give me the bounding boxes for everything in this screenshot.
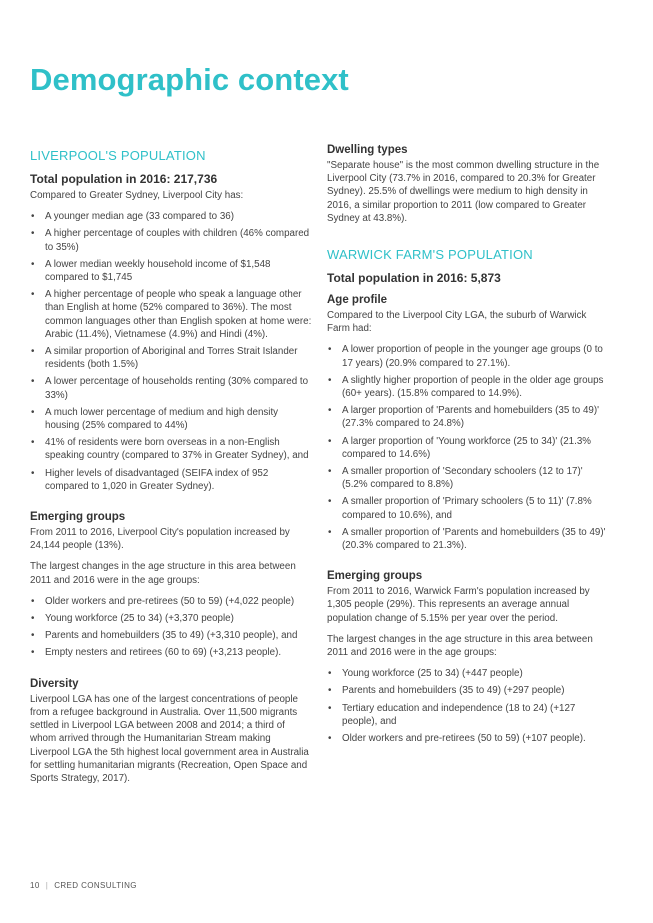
warwick-section-heading: WARWICK FARM'S POPULATION [327,247,533,263]
list-item: • A lower proportion of people in the younger age groups (0 to 17 years) (20.9% compared to 27.1%). [327,343,609,369]
list-item: • Tertiary education and independence (18 to 24) (+127 people), and [327,702,609,728]
diversity-heading: Diversity [30,677,79,690]
warwick-emerging-list [327,667,609,745]
warwick-total-population: Total population in 2016: 5,873 [327,271,501,286]
list-item: • A larger proportion of 'Parents and homebuilders (35 to 49)' (27.3% compared to 24.8%) [327,404,609,430]
warwick-emerging-p2: The largest changes in the age structure in this area between 2011 and 2016 were in the age groups: [327,633,593,659]
dwelling-text: "Separate house" is the most common dwelling structure in the Liverpool City (73.7% in 2016, compared to 20.3% for Greater Sydney). 25.5% of dwellings were medium to high density in 2016, a similar proportion to 2011 (low compared to Greater Sydney at 43.8%). [327,160,600,224]
left-column [30,144,312,793]
page-title: Demographic context [30,62,349,97]
liverpool-total-population: Total population in 2016: 217,736 [30,172,218,186]
list-item: • A lower median weekly household income of $1,548 compared to $1,745 [30,258,312,284]
list-item: • Older workers and pre-retirees (50 to 59) (+107 people). [327,732,609,745]
liverpool-emerging-heading: Emerging groups [30,511,126,524]
list-item: • A similar proportion of Aboriginal and Torres Strait Islander residents (both 1.5%) [30,345,312,371]
list-item: • A lower percentage of households renting (30% compared to 33%) [30,375,312,401]
list-item: • A much lower percentage of medium and high density housing (25% compared to 44%) [30,406,312,432]
age-profile-heading: Age profile [327,294,388,307]
warwick-emerging-heading: Emerging groups [327,570,423,583]
dwelling-heading: Dwelling types [327,144,408,156]
liverpool-emerging-list [30,595,312,660]
list-item: • Parents and homebuilders (35 to 49) (+3,310 people), and [30,629,312,642]
list-item: • Higher levels of disadvantaged (SEIFA index of 952 compared to 1,020 in Greater Sydney). [30,467,312,493]
footer-org: CRED CONSULTING [54,881,137,890]
liverpool-emerging-p2: The largest changes in the age structure in this area between 2011 and 2016 were in the age groups: [30,561,296,586]
diversity-text: Liverpool LGA has one of the largest concentrations of people from a refugee background in Australia. Over 11,500 migrants settled in Liverpool LGA between 2008 and 2014; a third of whom arrived through the Humanitarian Stream making Liverpool LGA the 5th highest local government area in Australia for settling humanitarian migrants (Recreation, Open Space and Sports Strategy, 2017). [30,693,309,784]
list-item: • 41% of residents were born overseas in a non-English speaking country (compared to 37% in Greater Sydney), and [30,436,312,462]
list-item: • A younger median age (33 compared to 36) [30,210,312,223]
list-item: • A higher percentage of people who speak a language other than English at home (52% compared to 36%). The most common languages other than English spoken at home were: Arabic (11.4%), Vietnamese (4.9%) and Hindi (4%). [30,288,312,341]
list-item: • Older workers and pre-retirees (50 to 59) (+4,022 people) [30,595,312,608]
liverpool-emerging-p1: From 2011 to 2016, Liverpool City's population increased by 24,144 people (13%). [30,527,290,552]
list-item: • Young workforce (25 to 34) (+447 people) [327,667,609,680]
list-item: • A higher percentage of couples with children (46% compared to 35%) [30,227,312,253]
list-item: • A smaller proportion of 'Secondary schoolers (12 to 17)' (5.2% compared to 8.8%) [327,465,609,491]
list-item: • A slightly higher proportion of people in the older age groups (60+ years). (15.8% compared to 14.9%). [327,374,609,400]
liverpool-comparison-list [30,210,312,493]
liverpool-intro: Compared to Greater Sydney, Liverpool City has: [30,190,244,201]
list-item: • Parents and homebuilders (35 to 49) (+297 people) [327,684,609,697]
liverpool-section-heading: LIVERPOOL'S POPULATION [30,148,206,163]
list-item: • Empty nesters and retirees (60 to 69) (+3,213 people). [30,646,312,659]
list-item: • Young workforce (25 to 34) (+3,370 people) [30,612,312,625]
list-item: • A smaller proportion of 'Primary schoolers (5 to 11)' (7.8% compared to 10.6%), and [327,495,609,521]
right-column [327,144,609,755]
page-number: 10 [30,881,40,890]
list-item: • A smaller proportion of 'Parents and homebuilders (35 to 49)' (20.3% compared to 21.3%). [327,526,609,552]
age-profile-list [327,343,609,552]
footer-separator: | [45,881,49,890]
age-profile-intro: Compared to the Liverpool City LGA, the suburb of Warwick Farm had: [327,310,587,335]
list-item: • A larger proportion of 'Young workforce (25 to 34)' (21.3% compared to 14.6%) [327,435,609,461]
page-footer [30,881,137,890]
warwick-emerging-p1: From 2011 to 2016, Warwick Farm's population increased by 1,305 people (29%). This represents an average annual population change of 5.15% per year over the period. [327,586,590,624]
